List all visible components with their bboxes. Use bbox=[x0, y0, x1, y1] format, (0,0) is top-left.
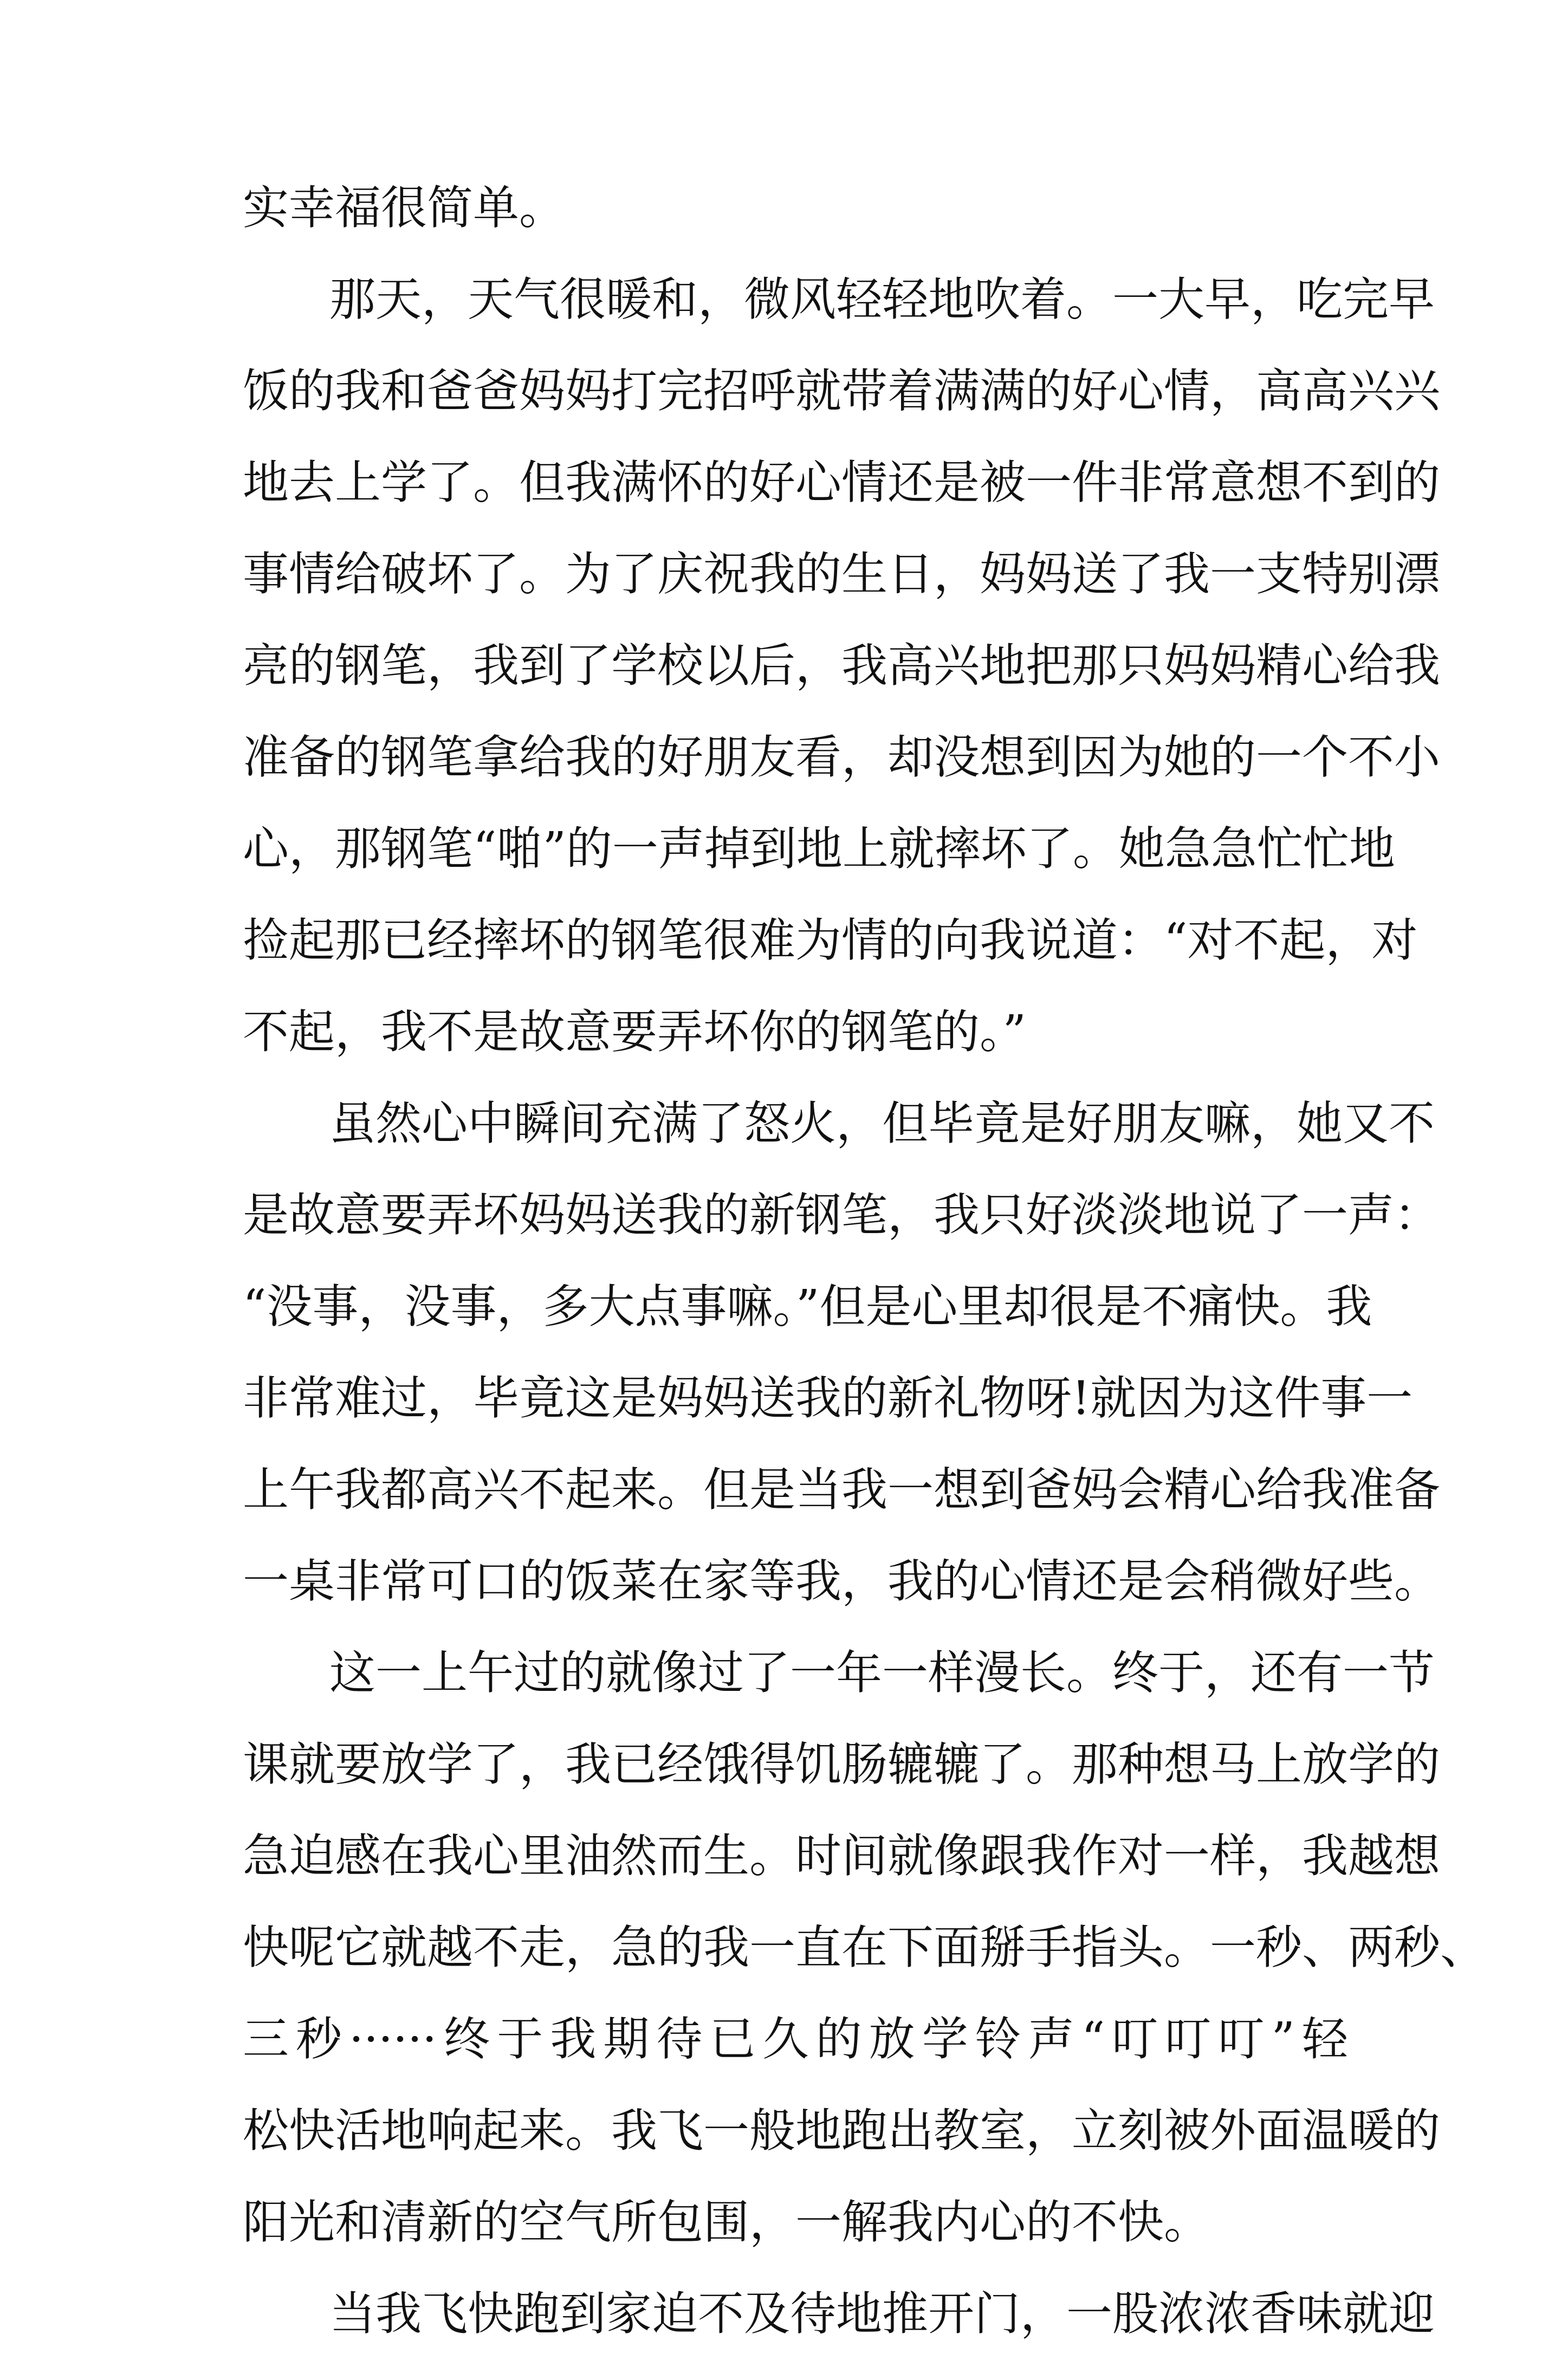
paragraph-start-line: 虽然心中瞬间充满了怒火，但毕竟是好朋友嘛，她又不 bbox=[329, 1097, 1435, 1151]
text-line: 饭的我和爸爸妈妈打完招呼就带着满满的好心情，高高兴兴 bbox=[243, 365, 1441, 418]
paragraph-start-line: 当我飞快跑到家迫不及待地推开门，一股浓浓香味就迎 bbox=[329, 2287, 1435, 2341]
body-text bbox=[243, 163, 1487, 2360]
text-line: 准备的钢笔拿给我的好朋友看，却没想到因为她的一个不小 bbox=[243, 731, 1441, 784]
text-line: 亮的钢笔，我到了学校以后，我高兴地把那只妈妈精心给我 bbox=[243, 639, 1441, 693]
text-line: 实幸福很简单。 bbox=[243, 181, 566, 235]
text-line: 松快活地响起来。我飞一般地跑出教室，立刻被外面温暖的 bbox=[243, 2104, 1441, 2158]
text-line: 阳光和清新的空气所包围，一解我内心的不快。 bbox=[243, 2196, 1210, 2249]
text-line: 课就要放学了，我已经饿得饥肠辘辘了。那种想马上放学的 bbox=[243, 1738, 1441, 1792]
paragraph-start-line: 那天，天气很暖和，微风轻轻地吹着。一大早，吃完早 bbox=[329, 273, 1435, 327]
text-line: 事情给破坏了。为了庆祝我的生日，妈妈送了我一支特别漂 bbox=[243, 548, 1441, 601]
text-line: 不起，我不是故意要弄坏你的钢笔的。” bbox=[243, 1006, 1026, 1059]
text-line: 非常难过，毕竟这是妈妈送我的新礼物呀!就因为这件事一 bbox=[243, 1372, 1413, 1425]
paragraph-start-line: 这一上午过的就像过了一年一样漫长。终于，还有一节 bbox=[329, 1646, 1435, 1700]
text-line: 一桌非常可口的饭菜在家等我，我的心情还是会稍微好些。 bbox=[243, 1555, 1441, 1609]
text-line: 三秒······终于我期待已久的放学铃声“叮叮叮”轻 bbox=[243, 2013, 1348, 2066]
text-line: 是故意要弄坏妈妈送我的新钢笔，我只好淡淡地说了一声： bbox=[243, 1189, 1441, 1242]
text-line: 心，那钢笔“啪”的一声掉到地上就摔坏了。她急急忙忙地 bbox=[243, 822, 1395, 876]
text-line: 急迫感在我心里油然而生。时间就像跟我作对一样，我越想 bbox=[243, 1830, 1441, 1883]
text-line: 捡起那已经摔坏的钢笔很难为情的向我说道：“对不起，对 bbox=[243, 914, 1418, 968]
text-line: 快呢它就越不走，急的我一直在下面掰手指头。一秒、两秒、 bbox=[243, 1921, 1487, 1975]
text-line: 地去上学了。但我满怀的好心情还是被一件非常意想不到的 bbox=[243, 456, 1441, 510]
text-line: “没事，没事，多大点事嘛。”但是心里却很是不痛快。我 bbox=[243, 1280, 1372, 1334]
text-line: 上午我都高兴不起来。但是当我一想到爸妈会精心给我准备 bbox=[243, 1463, 1441, 1517]
